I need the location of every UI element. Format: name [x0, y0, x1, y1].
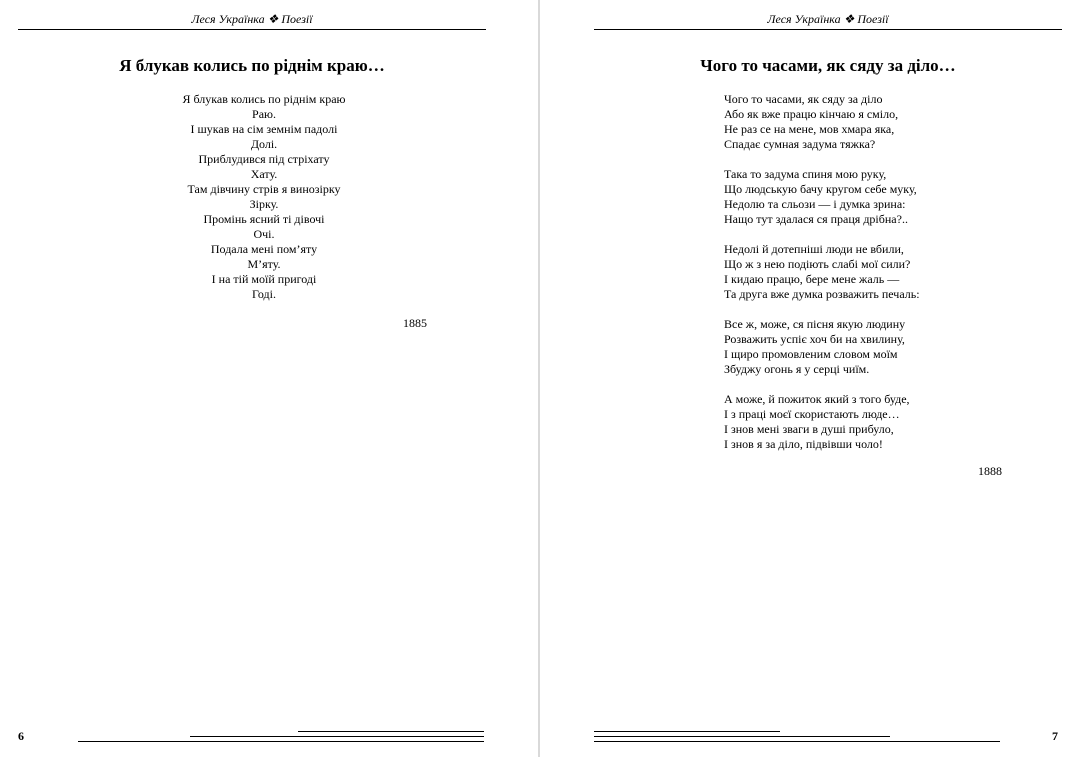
poem-title: Я блукав колись по ріднім краю… — [119, 56, 385, 75]
verse-line: Що людськую бачу кругом себе муку, — [724, 182, 917, 196]
footer-rule — [594, 731, 780, 732]
verse-line: Промінь ясний ті дівочі — [203, 212, 325, 226]
verse-line: Що ж з нею подіють слабі мої сили? — [724, 257, 911, 271]
poem-body — [18, 92, 510, 302]
footer-rule — [594, 736, 890, 737]
verse-line: Або як вже працю кінчаю я сміло, — [724, 107, 899, 121]
stanza — [724, 242, 920, 302]
verse-line: Очі. — [253, 227, 275, 241]
verse-line: Спадає сумная задума тяжка? — [724, 137, 876, 151]
verse-line: Годі. — [252, 287, 276, 301]
footer-rule — [190, 736, 484, 737]
verse-line: Подала мені пом’яту — [210, 242, 318, 256]
verse-line: Долі. — [250, 137, 278, 151]
header-rule — [18, 29, 486, 30]
verse-line: Раю. — [252, 107, 276, 121]
header-rule — [594, 29, 1062, 30]
poem-title: Чого то часами, як сяду за діло… — [700, 56, 956, 75]
right-page — [540, 0, 1078, 757]
verse-line: І шукав на сім земнім падолі — [190, 122, 338, 136]
footer-rule — [298, 731, 484, 732]
verse-line: І щиро промовленим словом моїм — [724, 347, 898, 361]
verse-line: А може, й пожиток який з того буде, — [724, 392, 910, 406]
verse-line: Все ж, може, ся пісня якую людину — [724, 317, 906, 331]
poem-date: 1885 — [403, 316, 427, 330]
stanza — [724, 92, 920, 152]
verse-line: Приблудився під стріхату — [198, 152, 330, 166]
verse-line: Недолю та сльози — і думка зрина: — [724, 197, 906, 211]
verse-line: Недолі й дотепніші люди не вбили, — [724, 242, 904, 256]
page-number: 6 — [18, 729, 24, 743]
footer-rule — [594, 741, 1000, 742]
verse-line: Чого то часами, як сяду за діло — [724, 92, 883, 106]
running-head: Леся Українка ❖ Поезії — [767, 12, 889, 26]
verse-line: Така то задума спиня мою руку, — [724, 167, 887, 181]
verse-line: Розважить успіє хоч би на хвилину, — [724, 332, 905, 346]
verse-line: М’яту. — [247, 257, 281, 271]
footer-rule — [78, 741, 484, 742]
verse-line: Хату. — [250, 167, 278, 181]
page-number: 7 — [1052, 729, 1058, 743]
stanza — [724, 317, 920, 377]
verse-line: І кидаю працю, бере мене жаль — — [724, 272, 900, 286]
verse-line: І знов мені зваги в душі прибуло, — [724, 422, 894, 436]
verse-line: Та друга вже думка розважить печаль: — [724, 287, 920, 301]
verse-line: Зірку. — [249, 197, 279, 211]
poem-body — [724, 92, 920, 467]
verse-line: І знов я за діло, підвівши чоло! — [724, 437, 883, 451]
running-head: Леся Українка ❖ Поезії — [191, 12, 313, 26]
verse-line: Збуджу огонь я у серці чиїм. — [724, 362, 870, 376]
stanza — [724, 167, 920, 227]
verse-line: Там дівчину стрів я винозірку — [187, 182, 341, 196]
stanza — [724, 392, 920, 452]
left-page — [0, 0, 538, 757]
verse-line: І на тій моїй пригоді — [211, 272, 317, 286]
poem-date: 1888 — [978, 464, 1002, 478]
verse-line: Нащо тут здалася ся праця дрібна?.. — [724, 212, 908, 226]
verse-line: Не раз се на мене, мов хмара яка, — [724, 122, 895, 136]
verse-line: І з праці моєї скористають люде… — [724, 407, 900, 421]
verse-line: Я блукав колись по ріднім краю — [182, 92, 346, 106]
